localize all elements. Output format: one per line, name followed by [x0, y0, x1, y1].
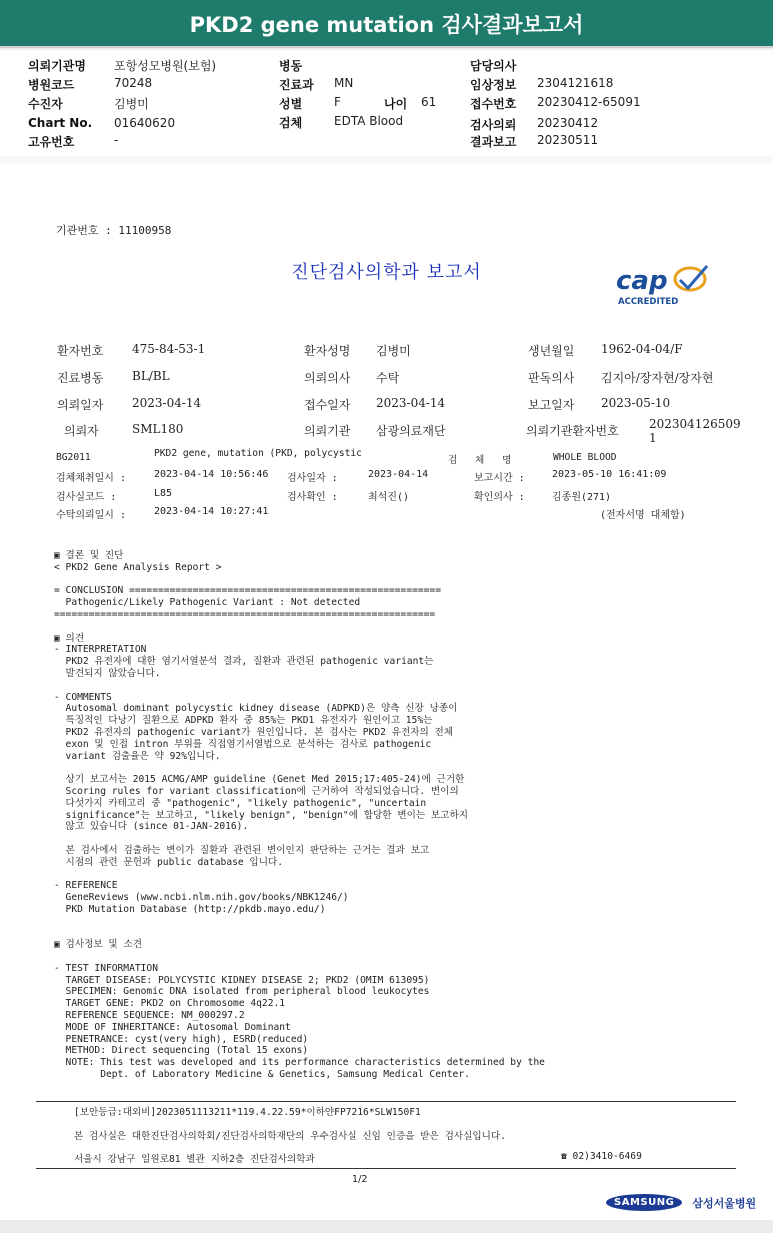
test-date-value: 2023-04-14: [368, 469, 429, 480]
collect-time-value: 2023-04-14 10:56:46: [154, 469, 269, 480]
inst-patient-no-value-cont: 1: [649, 431, 657, 445]
body-line: PKD2 유전자의 pathogenic variant가 원인입니다. 본 검사는 PKD2 유전자의 전체: [54, 726, 454, 738]
body-line: Autosomal dominant polycystic kidney disease (ADPKD)은 양측 신장 낭종이: [54, 703, 458, 715]
body-line: significance"는 보고하고, "likely benign", "benign"에 합당한 변이는 보고하지: [54, 809, 468, 821]
body-line: SPECIMEN: Genomic DNA isolated from peripheral blood leukocytes: [54, 986, 430, 998]
req-date-label: 의뢰일자: [57, 398, 104, 412]
req-doctor-value: 수탁: [376, 371, 400, 385]
body-line: ==================================================================: [54, 608, 436, 620]
cap-accredited-text: ACCREDITED: [618, 297, 679, 307]
chart-value: 01640620: [114, 116, 176, 130]
body-line: [54, 916, 545, 928]
hospital-name: 삼성서울병원: [692, 1196, 757, 1210]
report-time-value: 2023-05-10 16:41:09: [552, 469, 667, 480]
samsung-logo: SAMSUNG: [606, 1194, 682, 1211]
body-line: 발견되지 않았습니다.: [54, 667, 161, 679]
patient-no-label: 환자번호: [57, 344, 104, 358]
clin-label: 임상정보: [470, 78, 517, 92]
patient-header: [0, 50, 773, 156]
req-doctor-label: 의뢰의사: [304, 371, 351, 385]
test-name: PKD2 gene, mutation (PKD, polycystic: [154, 448, 362, 459]
consign-time-label: 수탁의뢰일시 :: [56, 510, 127, 521]
body-line: Dept. of Laboratory Medicine & Genetics, Samsung Medical Center.: [54, 1069, 470, 1081]
body-line: exon 및 인접 intron 부위를 직접염기서열법으로 분석하는 검사로 pathogenic: [54, 738, 432, 750]
ward-label-2: 진료병동: [57, 371, 104, 385]
body-line: METHOD: Direct sequencing (Total 15 exons): [54, 1045, 309, 1057]
inst-patient-no-label: 의뢰기관환자번호: [526, 424, 619, 438]
req-inst-value: 삼광의료재단: [376, 424, 446, 438]
body-line: [54, 574, 545, 586]
req-date-value: 2023-04-14: [132, 396, 202, 410]
consign-time-value: 2023-04-14 10:27:41: [154, 506, 269, 517]
body-line: ▣ 결론 및 진단: [54, 550, 124, 561]
code-value: 70248: [114, 76, 153, 90]
cap-text: cap: [616, 266, 668, 296]
body-line: Scoring rules for variant classification에 근거하여 작성되었습니다. 변이의: [54, 785, 459, 797]
samsung-medical-center-logo: [606, 1192, 756, 1211]
body-line: = CONCLUSION ======================================================: [54, 585, 441, 597]
inst-value: 포항성모병원(보험): [114, 59, 217, 73]
report-body: [54, 550, 545, 1081]
lab-report-title: 진단검사의학과 보고서: [291, 262, 482, 283]
body-line: TARGET GENE: PKD2 on Chromosome 4q22.1: [54, 998, 286, 1010]
body-line: [54, 869, 545, 881]
recv-label: 수진자: [28, 97, 63, 111]
body-line: 본 검사에서 검출하는 변이가 질환과 관련된 변이인지 판단하는 근거는 결과 보고: [54, 844, 430, 856]
patient-name-value: 김병미: [376, 344, 411, 358]
report-time-label: 보고시간 :: [474, 473, 525, 484]
footer-divider-top: [36, 1101, 736, 1102]
lab-address: 서울시 강남구 일원로81 별관 지하2층 진단검사의학과: [74, 1154, 315, 1165]
accno-label: 접수번호: [470, 97, 517, 111]
institution-number: 기관번호 : 11100958: [56, 224, 172, 237]
certification-statement: 본 검사실은 대한진단검사의학회/진단검사의학재단의 우수검사실 신임 인증을 받은 검사실입니다.: [74, 1131, 506, 1142]
reading-doctor-value: 김지아/장자현/장자현: [601, 371, 714, 385]
body-line: ▣ 의견: [54, 632, 85, 644]
ward-label: 병동: [279, 59, 303, 73]
res-label: 결과보고: [470, 135, 517, 149]
req-value: 20230412: [537, 116, 599, 130]
report-date-label: 보고일자: [528, 398, 575, 412]
req-inst-label: 의뢰기관: [304, 424, 351, 438]
page-number: 1/2: [352, 1174, 368, 1185]
test-code: BG2011: [56, 452, 91, 463]
req-label: 검사의뢰: [470, 118, 517, 132]
body-line: [54, 680, 545, 692]
body-line: - INTERPRETATION: [54, 644, 147, 656]
patient-name-label: 환자성명: [304, 344, 351, 358]
body-line: Pathogenic/Likely Pathogenic Variant : Not detected: [54, 597, 361, 609]
sex-value: F: [334, 95, 341, 109]
body-line: - REFERENCE: [54, 880, 118, 892]
lab-code-label: 검사실코드 :: [56, 492, 117, 503]
body-line: REFERENCE SEQUENCE: NM_000297.2: [54, 1010, 245, 1022]
clin-value: 2304121618: [537, 76, 614, 90]
bottom-margin: [0, 1220, 773, 1233]
ward-value-2: BL/BL: [132, 369, 170, 383]
body-line: [54, 621, 545, 633]
patient-no-value: 475-84-53-1: [132, 342, 206, 356]
body-line: 상기 보고서는 2015 ACMG/AMP guideline (Genet Med 2015;17:405-24)에 근거한: [54, 774, 465, 786]
confirm-doctor-label: 확인의사 :: [474, 492, 525, 503]
body-line: GeneReviews (www.ncbi.nlm.nih.gov/books/NBK1246/): [54, 892, 349, 904]
report-date-value: 2023-05-10: [601, 396, 671, 410]
footer-divider-bottom: [36, 1168, 736, 1169]
body-line: PKD2 유전자에 대한 염기서열분석 결과, 질환과 관련된 pathogenic variant는: [54, 656, 434, 668]
body-line: 않고 있습니다 (since 01-JAN-2016).: [54, 821, 249, 833]
accno-value: 20230412-65091: [537, 95, 641, 109]
body-line: NOTE: This test was developed and its performance characteristics determined by the: [54, 1057, 545, 1069]
test-check-label: 검사확인 :: [287, 492, 338, 503]
body-line: variant 검출율은 약 92%입니다.: [54, 750, 221, 762]
spec-label: 검체: [279, 116, 303, 130]
security-line: [보안등급:대외비]2023051113211*119.4.22.59*이하얀FP7216*SLW150F1: [74, 1107, 421, 1118]
body-line: 시점의 관련 문헌과 public database 입니다.: [54, 856, 284, 868]
acc-date-value: 2023-04-14: [376, 396, 446, 410]
e-signature-note: (전자서명 대체함): [600, 510, 686, 521]
birth-label: 생년월일: [528, 344, 575, 358]
acc-date-label: 접수일자: [304, 398, 351, 412]
dept-label: 진료과: [279, 78, 314, 92]
age-label: 나이: [384, 97, 408, 111]
reading-doctor-label: 판독의사: [528, 371, 575, 385]
age-value: 61: [421, 95, 437, 109]
body-line: - TEST INFORMATION: [54, 962, 158, 974]
body-line: PENETRANCE: cyst(very high), ESRD(reduced): [54, 1033, 309, 1045]
lab-phone: ☎ 02)3410-6469: [561, 1151, 642, 1162]
report-title: PKD2 gene mutation 검사결과보고서: [0, 0, 773, 48]
collect-time-label: 검체채취일시 :: [56, 473, 127, 484]
body-line: [54, 762, 545, 774]
body-line: PKD Mutation Database (http://pkdb.mayo.edu/): [54, 903, 326, 915]
recv-value: 김병미: [114, 97, 149, 111]
body-line: 특징적인 다낭기 질환으로 ADPKD 환자 중 85%는 PKD1 유전자가 원인이고 15%는: [54, 715, 433, 727]
body-line: [54, 951, 545, 963]
spec-value: EDTA Blood: [334, 114, 404, 128]
specimen-name-value: WHOLE BLOOD: [553, 452, 617, 463]
requester-value: SML180: [132, 422, 184, 436]
body-line: [54, 833, 545, 845]
birth-value: 1962-04-04/F: [601, 342, 683, 356]
dept-value: MN: [334, 76, 354, 90]
chart-label: Chart No.: [28, 116, 93, 130]
body-line: 다섯가지 카테고리 중 "pathogenic", "likely pathogenic", "uncertain: [54, 797, 427, 809]
body-line: - COMMENTS: [54, 691, 112, 703]
requester-label: 의뢰자: [64, 424, 99, 438]
body-line: [54, 928, 545, 940]
sex-label: 성별: [279, 97, 303, 111]
test-check-value: 최석진(): [368, 492, 410, 503]
inst-label: 의뢰기관명: [28, 59, 86, 73]
body-line: ▣ 검사정보 및 소견: [54, 939, 142, 951]
lab-code-value: L85: [154, 488, 173, 499]
body-line: < PKD2 Gene Analysis Report >: [54, 561, 222, 573]
specimen-name-label: 검 체 명: [448, 455, 518, 466]
test-date-label: 검사일자 :: [287, 473, 338, 484]
res-value: 20230511: [537, 133, 599, 147]
uid-value: -: [114, 133, 119, 147]
inst-patient-no-value: 202304126509: [649, 417, 741, 431]
cap-accredited-logo: [612, 264, 712, 310]
uid-label: 고유번호: [28, 135, 75, 149]
body-line: MODE OF INHERITANCE: Autosomal Dominant: [54, 1021, 291, 1033]
body-line: TARGET DISEASE: POLYCYSTIC KIDNEY DISEASE 2; PKD2 (OMIM 613095): [54, 974, 430, 986]
doctor-label: 담당의사: [470, 59, 517, 73]
code-label: 병원코드: [28, 78, 75, 92]
confirm-doctor-value: 김종원(271): [552, 492, 612, 503]
